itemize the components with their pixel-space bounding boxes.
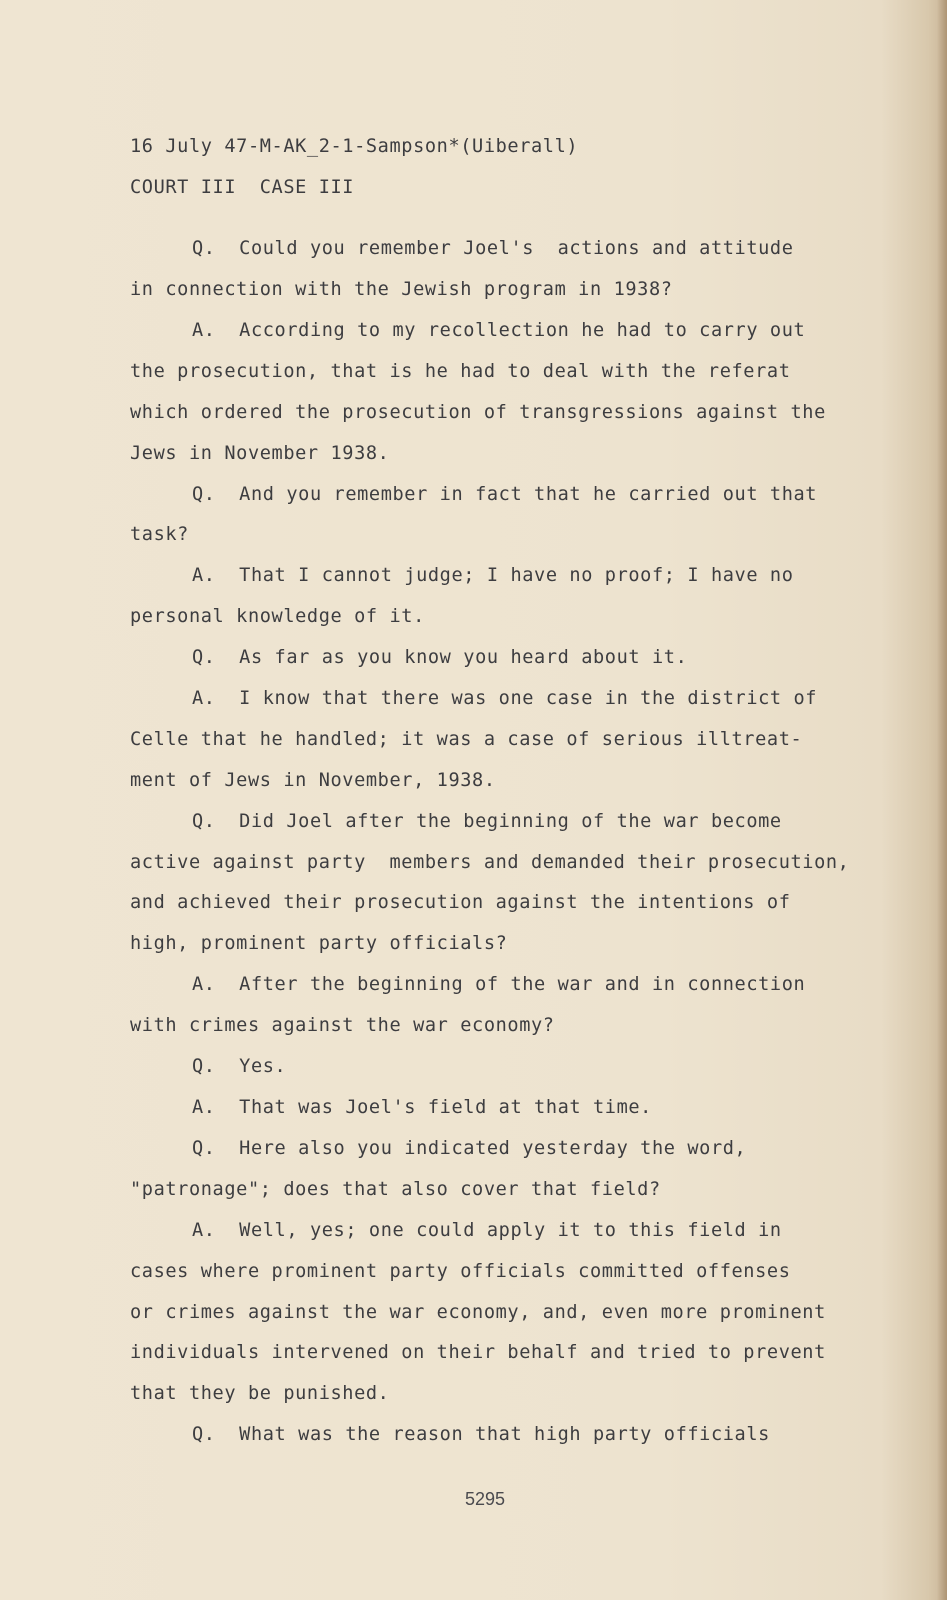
transcript-line: Q. As far as you know you heard about it. — [192, 647, 688, 668]
page-number: 5295 — [464, 1489, 506, 1509]
transcript-line: ment of Jews in November, 1938. — [130, 770, 496, 791]
transcript-line: task? — [130, 524, 189, 545]
transcript-line: A. Well, yes; one could apply it to this field in — [192, 1220, 782, 1241]
transcript-line: Celle that he handled; it was a case of serious illtreat- — [130, 729, 803, 750]
transcript-line: Q. Did Joel after the beginning of the war become — [192, 811, 782, 832]
transcript-line: Q. And you remember in fact that he carried out that — [192, 484, 818, 505]
transcript-line: personal knowledge of it. — [130, 606, 425, 627]
transcript-line: that they be punished. — [130, 1383, 390, 1404]
header-line-date-reference: 16 July 47-M-AK_2-1-Sampson*(Uiberall) — [130, 136, 579, 157]
transcript-line: which ordered the prosecution of transgressions against the — [130, 402, 826, 423]
transcript-line: Jews in November 1938. — [130, 443, 390, 464]
transcript-line: with crimes against the war economy? — [130, 1015, 555, 1036]
transcript-line: A. That I cannot judge; I have no proof; I have no — [192, 565, 794, 586]
transcript-line: A. According to my recollection he had to carry out — [192, 320, 806, 341]
page-edge-shadow — [937, 0, 947, 1600]
transcript-line: or crimes against the war economy, and, even more prominent — [130, 1302, 826, 1323]
transcript-line: individuals intervened on their behalf and tried to prevent — [130, 1342, 826, 1363]
transcript-line: A. That was Joel's field at that time. — [192, 1097, 652, 1118]
transcript-line: "patronage"; does that also cover that field? — [130, 1179, 661, 1200]
header-line-court-case: COURT III CASE III — [130, 177, 355, 198]
transcript-line: Q. Yes. — [192, 1056, 287, 1077]
transcript-line: A. After the beginning of the war and in connection — [192, 974, 806, 995]
transcript-line: in connection with the Jewish program in 1938? — [130, 279, 673, 300]
transcript-line: Q. Could you remember Joel's actions and attitude — [192, 238, 794, 259]
transcript-line: and achieved their prosecution against the intentions of — [130, 892, 791, 913]
transcript-line: active against party members and demanded their prosecution, — [130, 852, 850, 873]
transcript-line: high, prominent party officials? — [130, 933, 508, 954]
transcript-line: Q. What was the reason that high party officials — [192, 1424, 770, 1445]
transcript-line: cases where prominent party officials committed offenses — [130, 1261, 791, 1282]
transcript-line: the prosecution, that is he had to deal with the referat — [130, 361, 791, 382]
transcript-line: A. I know that there was one case in the district of — [192, 688, 818, 709]
transcript-line: Q. Here also you indicated yesterday the word, — [192, 1138, 747, 1159]
